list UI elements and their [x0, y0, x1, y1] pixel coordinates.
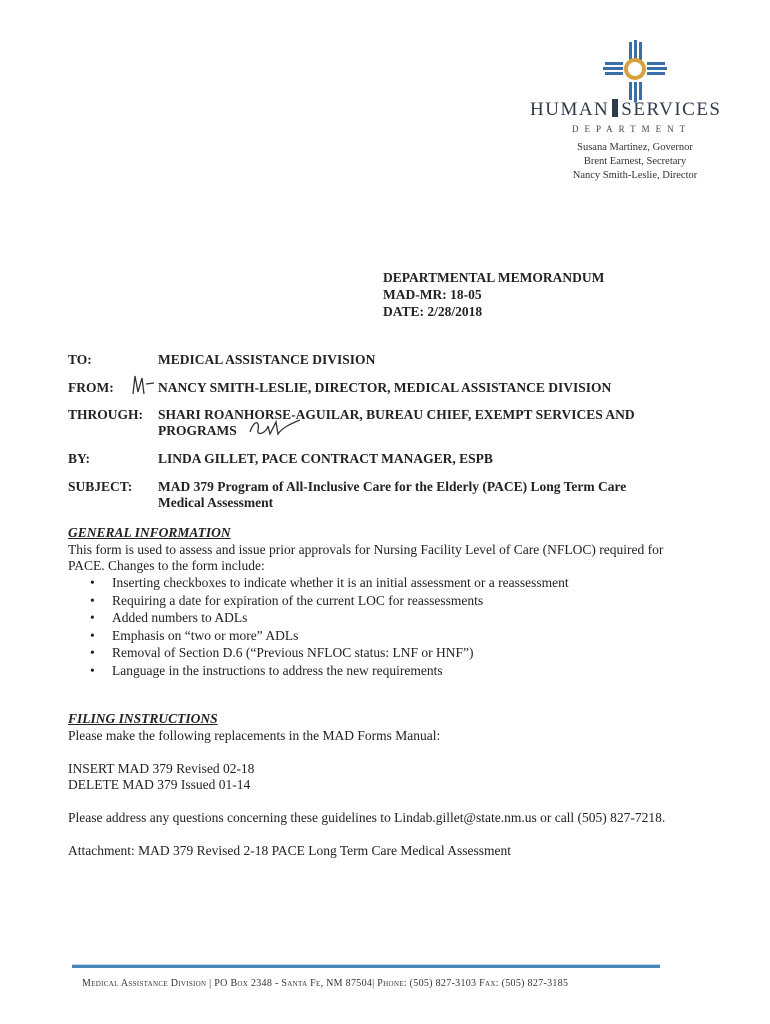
- from-value: NANCY SMITH-LESLIE, DIRECTOR, MEDICAL ASSISTANCE DIVISION: [158, 380, 612, 395]
- through-label: THROUGH:: [68, 407, 144, 422]
- subject-value-line1: MAD 379 Program of All-Inclusive Care for the Elderly (PACE) Long Term Care: [158, 479, 627, 494]
- through-value-line2: PROGRAMS: [158, 423, 237, 438]
- zia-sun-logo-icon: [603, 40, 667, 102]
- list-item: • Removal of Section D.6 (“Previous NFLOC status: LNF or HNF”): [90, 644, 569, 662]
- official-secretary: Brent Earnest, Secretary: [583, 156, 687, 167]
- changes-list: [90, 574, 569, 679]
- attachment-line: Attachment: MAD 379 Revised 2-18 PACE Long Term Care Medical Assessment: [68, 843, 512, 858]
- list-item: • Inserting checkboxes to indicate whether it is an initial assessment or a reassessment: [90, 574, 569, 592]
- official-director: Nancy Smith-Leslie, Director: [572, 170, 698, 181]
- official-governor: Susana Martinez, Governor: [577, 142, 693, 153]
- questions-line: Please address any questions concerning these guidelines to Lindab.gillet@state.nm.us or call (505) 827-7218.: [68, 810, 666, 825]
- list-item: • Emphasis on “two or more” ADLs: [90, 627, 569, 645]
- footer-contact: Medical Assistance Division | PO Box 2348 - Santa Fe, NM 87504| Phone: (505) 827-3103 Fax: (505) 827-3185: [82, 978, 569, 989]
- through-value-line1: SHARI ROANHORSE-AGUILAR, BUREAU CHIEF, EXEMPT SERVICES AND: [158, 407, 635, 422]
- memo-number: MAD-MR: 18-05: [383, 287, 482, 302]
- by-label: BY:: [68, 451, 91, 466]
- from-label: FROM:: [68, 380, 114, 395]
- brand-right-word: SERVICES: [621, 99, 722, 120]
- subject-value-line2: Medical Assessment: [158, 495, 274, 510]
- by-value: LINDA GILLET, PACE CONTRACT MANAGER, ESPB: [158, 451, 493, 466]
- to-value: MEDICAL ASSISTANCE DIVISION: [158, 352, 376, 367]
- general-information-line1: This form is used to assess and issue prior approvals for Nursing Facility Level of Care (NFLOC) required for: [68, 542, 664, 557]
- general-information-title: GENERAL INFORMATION: [68, 525, 231, 540]
- filing-instructions-title: FILING INSTRUCTIONS: [68, 711, 218, 726]
- subject-label: SUBJECT:: [68, 479, 133, 494]
- brand-left-word: HUMAN: [530, 99, 610, 120]
- handwritten-signature-icon: [246, 414, 304, 440]
- department-brand: [530, 99, 740, 121]
- footer-divider: [72, 964, 660, 968]
- list-item: • Added numbers to ADLs: [90, 609, 569, 627]
- list-item: • Language in the instructions to address the new requirements: [90, 662, 569, 680]
- insert-line: INSERT MAD 379 Revised 02-18: [68, 761, 255, 776]
- delete-line: DELETE MAD 379 Issued 01-14: [68, 777, 251, 792]
- to-label: TO:: [68, 352, 92, 367]
- filing-instructions-intro: Please make the following replacements in the MAD Forms Manual:: [68, 728, 441, 743]
- memo-date: DATE: 2/28/2018: [383, 304, 483, 319]
- general-information-line2: PACE. Changes to the form include:: [68, 558, 265, 573]
- handwritten-initials-icon: [130, 372, 156, 398]
- department-word: DEPARTMENT: [572, 124, 692, 134]
- memo-title: DEPARTMENTAL MEMORANDUM: [383, 270, 605, 285]
- list-item: • Requiring a date for expiration of the current LOC for reassessments: [90, 592, 569, 610]
